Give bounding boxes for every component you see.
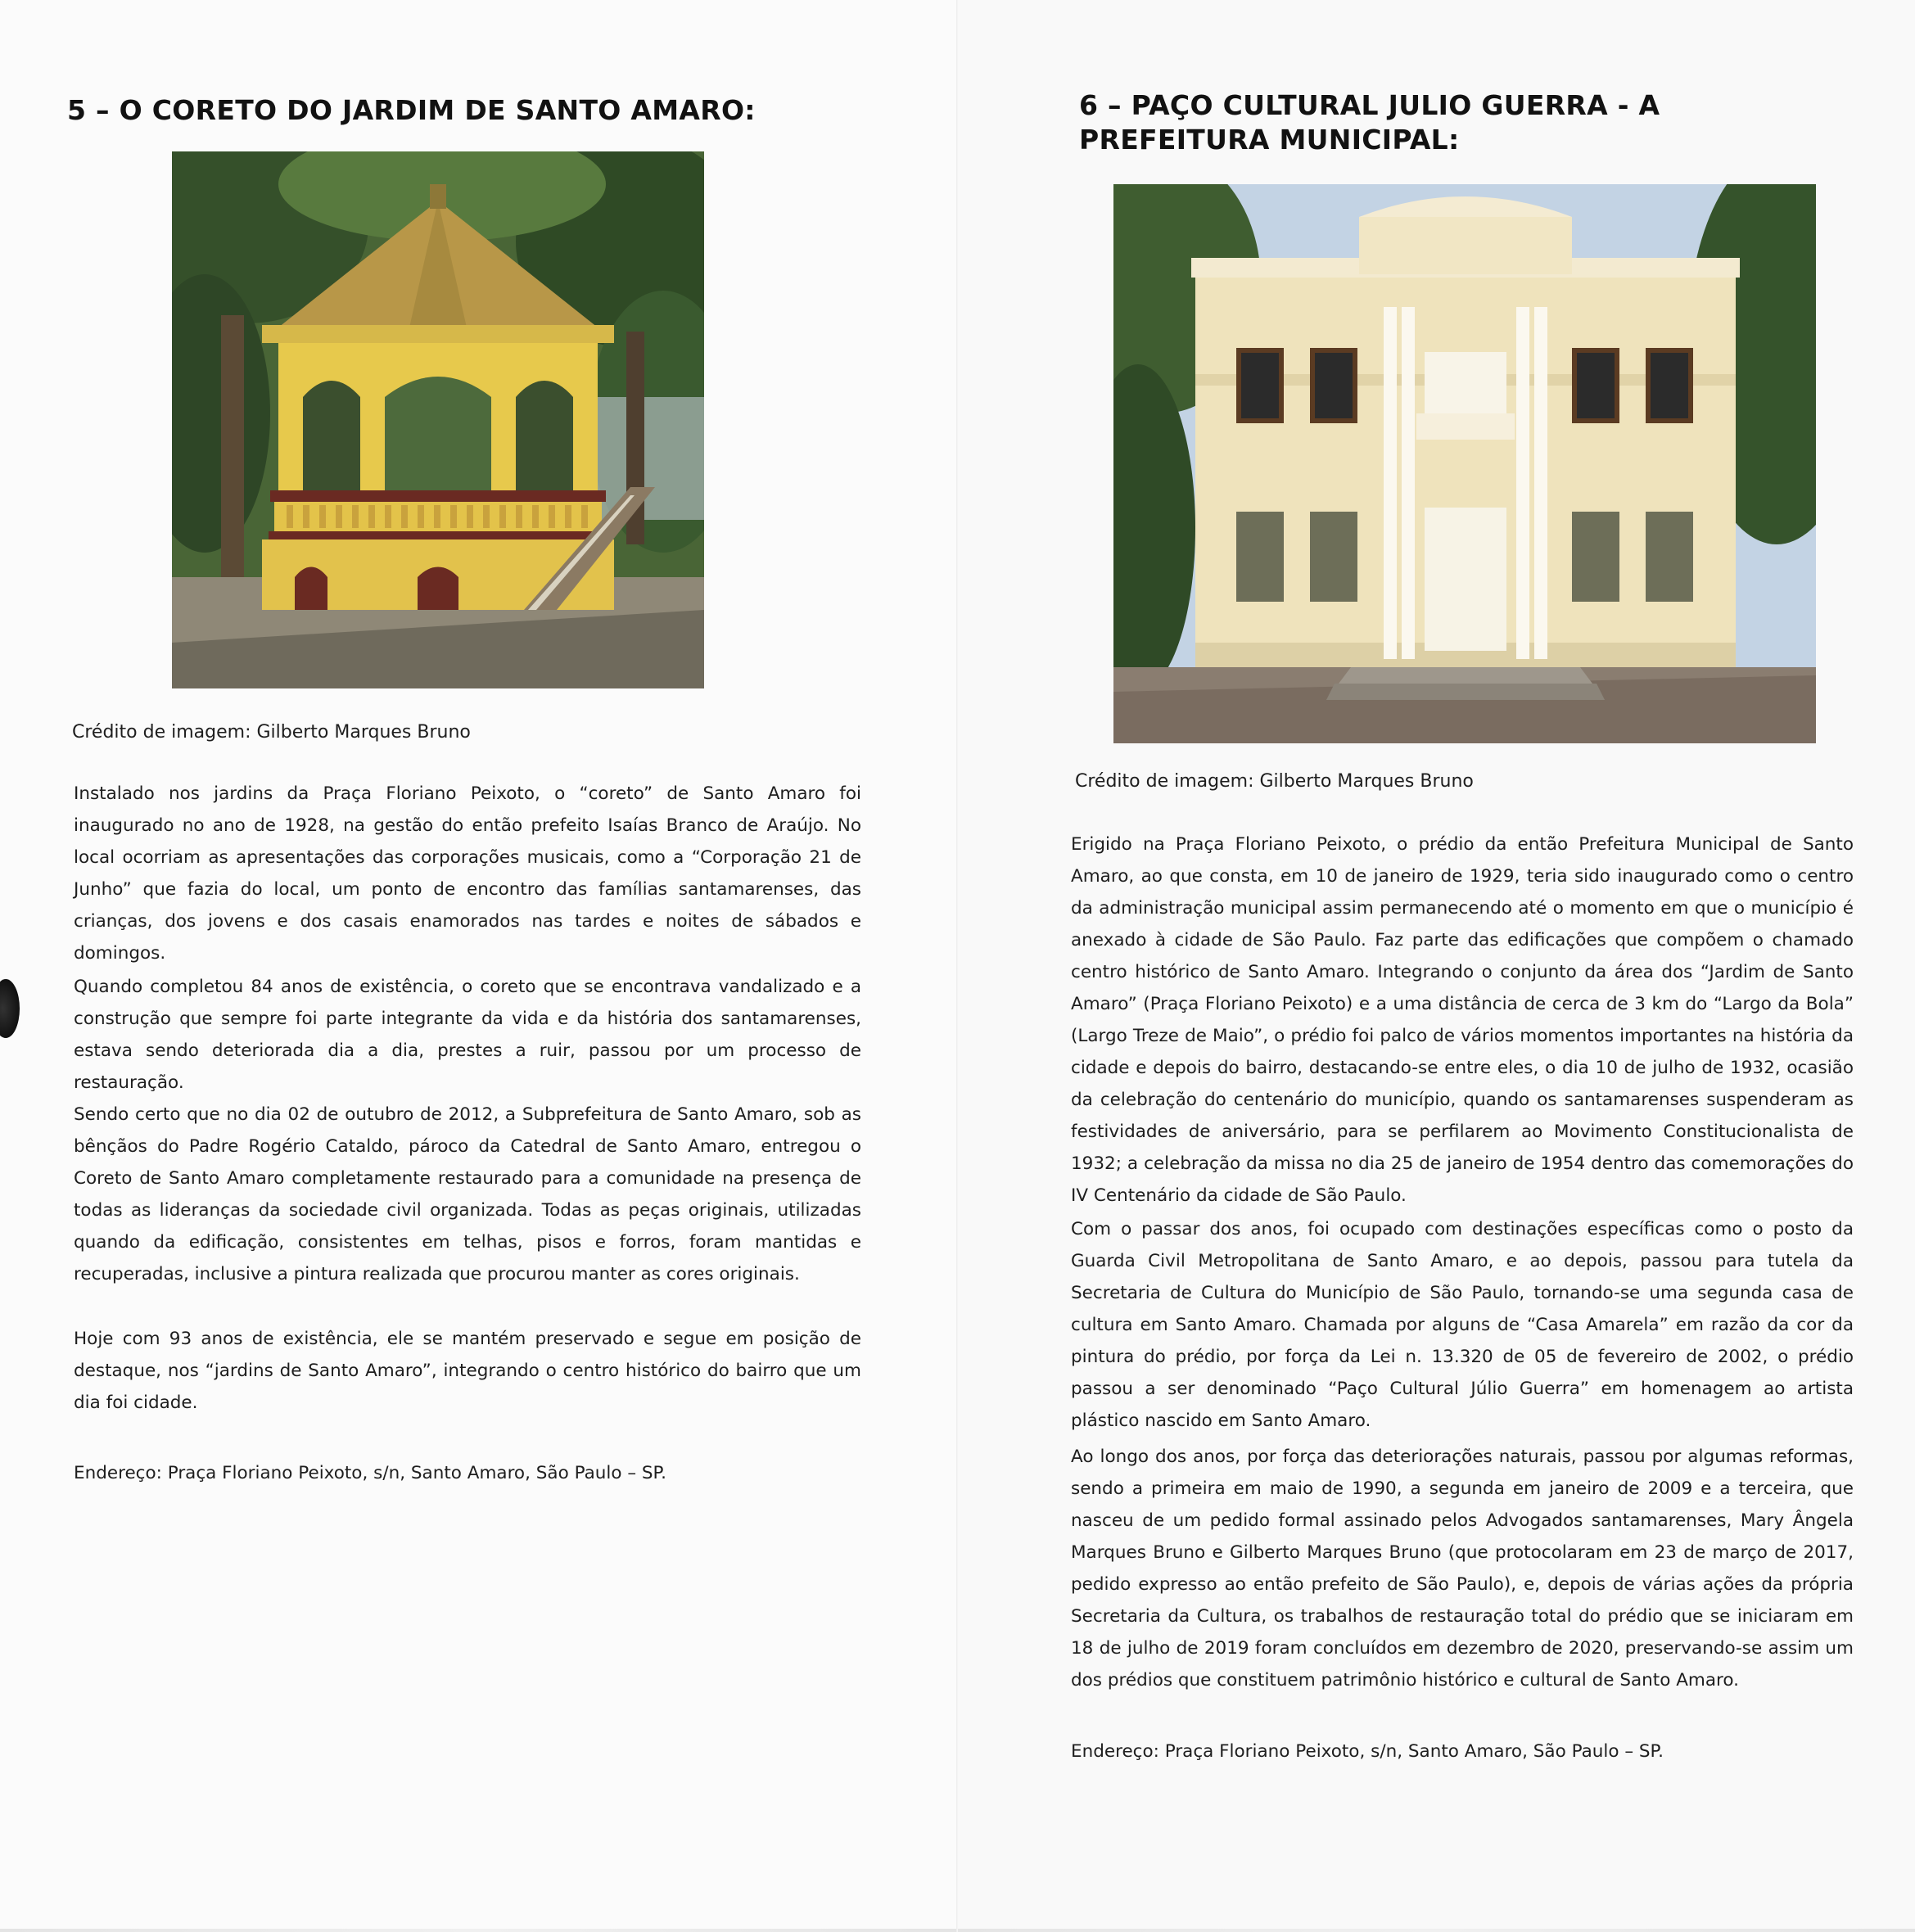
paragraph: Quando completou 84 anos de existência, o coreto que se encontrava vandalizado e a construção que sempre foi parte integrante da vida e da história dos santamarenses, estava sendo deteriorada dia a dia, prestes a ruir, passou por um processo de restauração.: [74, 977, 861, 1093]
address: Endereço: Praça Floriano Peixoto, s/n, Santo Amaro, São Paulo – SP.: [1071, 1741, 1664, 1762]
page-edge: [958, 1929, 1915, 1932]
coreto-photo: [172, 151, 704, 688]
paco-cultural-photo: [1113, 184, 1816, 743]
paragraph: Com o passar dos anos, foi ocupado com destinações específicas como o posto da Guarda Civil Metropolitana de Santo Amaro, e ao depois, passou para tutela da Secretaria de Cultura do Município de São Paulo, tornando-se uma segunda casa de cultura em Santo Amaro. Chamada por alguns de “Casa Amarela” em razão da cor da pintura do prédio, por força da Lei n. 13.320 de 05 de fevereiro de 2002, o prédio passou a ser denominado “Paço Cultural Júlio Guerra” em homenagem ao artista plástico nascido em Santo Amaro.: [1071, 1219, 1854, 1431]
section-title-paco-cultural: 6 – PAÇO CULTURAL JULIO GUERRA - A PREFEITURA MUNICIPAL:: [1079, 89, 1660, 156]
binder-hole: [0, 979, 20, 1038]
paragraph: Ao longo dos anos, por força das deteriorações naturais, passou por algumas reformas, sendo a primeira em maio de 1990, a segunda em janeiro de 2009 e a terceira, que nasceu de um pedido formal assinado pelos Advogados santamarenses, Mary Ângela Marques Bruno e Gilberto Marques Bruno (que protocolaram em 23 de março de 2017, pedido expresso ao então prefeito de São Paulo), e, depois de várias ações da própria Secretaria da Cultura, os trabalhos de restauração total do prédio que se iniciaram em 18 de julho de 2019 foram concluídos em dezembro de 2020, preservando-se assim um dos prédios que constituem patrimônio histórico e cultural de Santo Amaro.: [1071, 1447, 1854, 1690]
section-title-coreto: 5 – O CORETO DO JARDIM DE SANTO AMARO:: [67, 94, 756, 126]
paco-illustration: [1113, 184, 1816, 743]
page-edge: [0, 1929, 958, 1932]
paragraph: Instalado nos jardins da Praça Floriano Peixoto, o “coreto” de Santo Amaro foi inaugurado no ano de 1928, na gestão do então prefeito Isaías Branco de Araújo. No local ocorriam as apresentações das corporações musicais, como a “Corporação 21 de Junho” que fazia do local, um ponto de encontro das famílias santamarenses, das crianças, dos jovens e dos casais enamorados nas tardes e noites de sábados e domingos.: [74, 783, 861, 964]
image-credit: Crédito de imagem: Gilberto Marques Bruno: [1075, 771, 1474, 792]
paragraph: Hoje com 93 anos de existência, ele se mantém preservado e segue em posição de destaque, nos “jardins de Santo Amaro”, integrando o centro histórico do bairro que um dia foi cidade.: [74, 1329, 861, 1413]
paragraph: Sendo certo que no dia 02 de outubro de 2012, a Subprefeitura de Santo Amaro, sob as bênçãos do Padre Rogério Cataldo, pároco da Catedral de Santo Amaro, entregou o Coreto de Santo Amaro completamente restaurado para a comunidade na presença de todas as lideranças da sociedade civil organizada. Todas as peças originais, utilizadas quando da edificação, consistentes em telhas, pisos e forros, foram mantidas e recuperadas, inclusive a pintura realizada que procurou manter as cores originais.: [74, 1104, 861, 1284]
paragraph: Erigido na Praça Floriano Peixoto, o prédio da então Prefeitura Municipal de Santo Amaro, ao que consta, em 10 de janeiro de 1929, teria sido inaugurado como o centro da administração municipal assim permanecendo até o momento em que o município é anexado à cidade de São Paulo. Faz parte das edificações que compõem o chamado centro histórico de Santo Amaro. Integrando o conjunto da área dos “Jardim de Santo Amaro” (Praça Floriano Peixoto) e a uma distância de cerca de 3 km do “Largo da Bola” (Largo Treze de Maio”, o prédio foi palco de vários momentos importantes na história da cidade e depois do bairro, destacando-se entre eles, o dia 10 de julho de 1932, ocasião da celebração do centenário do município, quando os santamarenses suspenderam as festividades de aniversário, para se perfilarem ao Movimento Constitucionalista de 1932; a celebração da missa no dia 25 de janeiro de 1954 dentro das comemorações do IV Centenário da cidade de São Paulo.: [1071, 834, 1854, 1206]
address: Endereço: Praça Floriano Peixoto, s/n, Santo Amaro, São Paulo – SP.: [74, 1463, 667, 1483]
coreto-illustration: [172, 151, 704, 688]
image-credit: Crédito de imagem: Gilberto Marques Bruno: [72, 722, 471, 743]
right-page: [958, 0, 1915, 1932]
